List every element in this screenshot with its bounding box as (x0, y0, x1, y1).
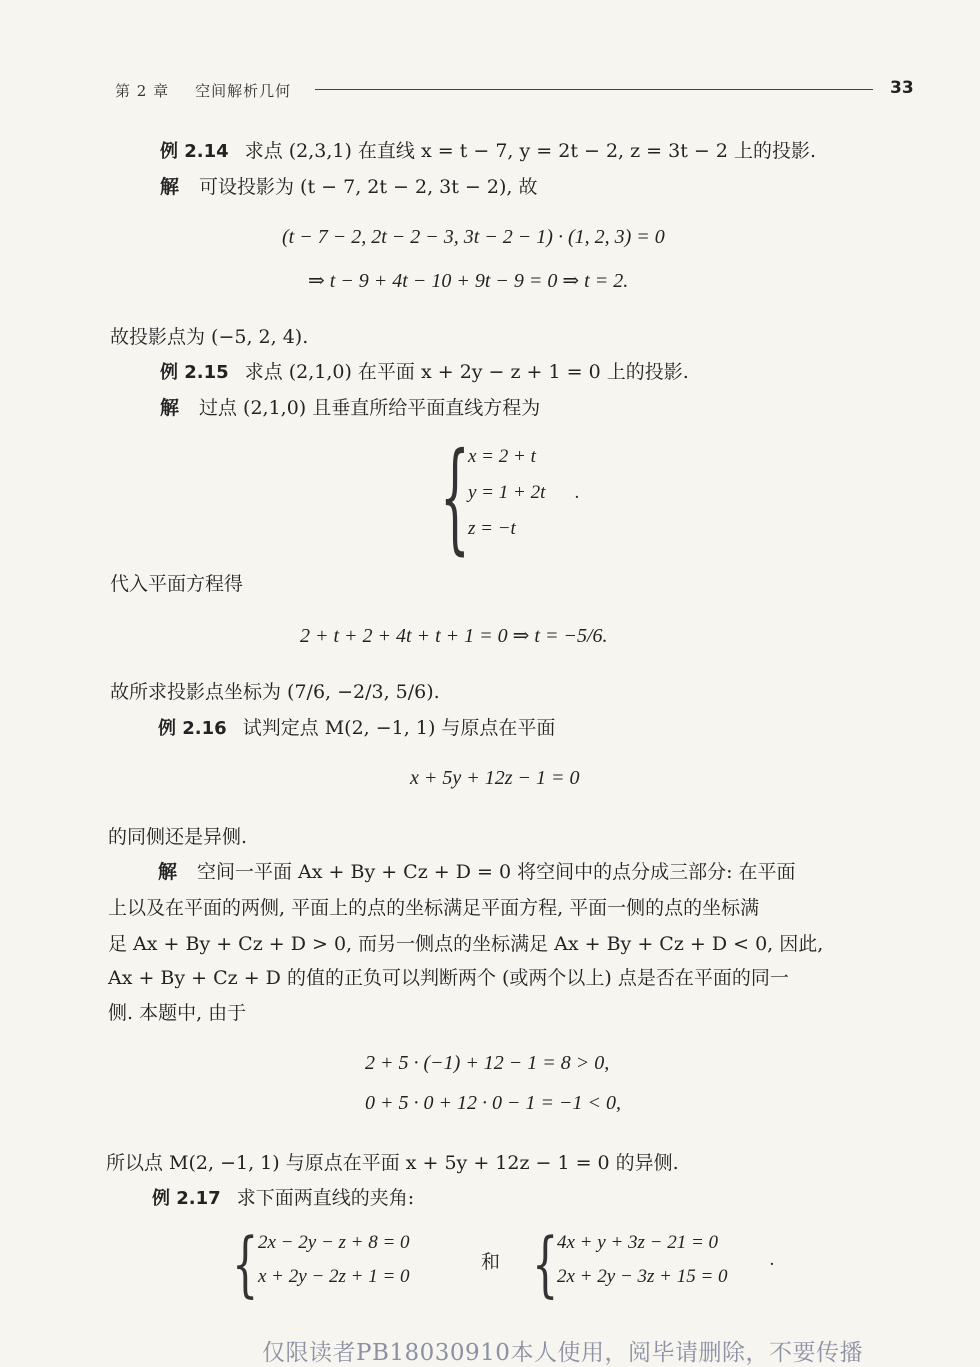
ex14-equation-2: ⇒ t − 9 + 4t − 10 + 9t − 9 = 0 ⇒ t = 2. (308, 270, 629, 292)
ex16-para-2: 上以及在平面的两侧, 平面上的点的坐标满足平面方程, 平面一侧的点的坐标满 (108, 897, 760, 919)
ex16-label: 例 2.16 (158, 718, 227, 739)
chapter-label: 第 2 章 (115, 82, 170, 100)
ex17-brace-2: { (532, 1222, 559, 1306)
ex16-plane-equation: x + 5y + 12z − 1 = 0 (410, 767, 580, 789)
ex15-system-line-2: y = 1 + 2t (468, 482, 546, 503)
ex15-label: 例 2.15 (160, 362, 229, 383)
ex14-text: 求点 (2,3,1) 在直线 x = t − 7, y = 2t − 2, z = 3t − 2 上的投影. (244, 140, 817, 162)
running-header (115, 80, 291, 101)
ex15-sol-text: 过点 (2,1,0) 且垂直所给平面直线方程为 (199, 397, 541, 419)
ex17-label: 例 2.17 (152, 1188, 221, 1209)
ex16-calc-2: 0 + 5 · 0 + 12 · 0 − 1 = −1 < 0, (365, 1092, 621, 1114)
ex15-substitute-text: 代入平面方程得 (110, 573, 244, 595)
ex15-solution (160, 393, 540, 420)
watermark-text: 仅限读者PB18030910本人使用，阅毕请删除，不要传播 (262, 1340, 863, 1366)
ex14-solution (160, 172, 537, 199)
ex16-conclusion: 所以点 M(2, −1, 1) 与原点在平面 x + 5y + 12z − 1 = 0 的异侧. (106, 1152, 679, 1174)
page-number: 33 (890, 78, 914, 98)
ex17-text: 求下面两直线的夹角: (236, 1187, 415, 1209)
ex17-statement (152, 1183, 414, 1210)
ex14-sol-text: 可设投影为 (t − 7, 2t − 2, 3t − 2), 故 (199, 176, 538, 198)
ex16-text: 试判定点 M(2, −1, 1) 与原点在平面 (242, 717, 556, 739)
ex16-statement-end: 的同侧还是异侧. (108, 826, 248, 848)
ex16-sol-label: 解 (158, 861, 178, 883)
ex14-sol-label: 解 (160, 176, 180, 198)
ex17-period: . (770, 1249, 775, 1270)
ex15-sol-label: 解 (160, 397, 180, 419)
ex14-statement (160, 136, 816, 163)
chapter-title: 空间解析几何 (195, 82, 292, 100)
ex16-statement (158, 713, 555, 740)
ex15-equation: 2 + t + 2 + 4t + t + 1 = 0 ⇒ t = −5/6. (300, 625, 608, 647)
ex14-label: 例 2.14 (160, 141, 229, 162)
ex16-para-5: 侧. 本题中, 由于 (108, 1002, 247, 1024)
ex15-system-line-1: x = 2 + t (468, 446, 536, 467)
ex16-para-4: Ax + By + Cz + D 的值的正负可以判断两个 (或两个以上) 点是否在平面的同一 (108, 967, 789, 989)
ex17-line1-eq-a: 2x − 2y − z + 8 = 0 (258, 1232, 410, 1253)
ex14-conclusion: 故投影点为 (−5, 2, 4). (110, 326, 309, 348)
ex15-system-line-3: z = −t (468, 518, 516, 539)
ex14-equation-1: (t − 7 − 2, 2t − 2 − 3, 3t − 2 − 1) · (1, 2, 3) = 0 (282, 226, 665, 248)
ex15-conclusion: 故所求投影点坐标为 (7/6, −2/3, 5/6). (110, 681, 440, 703)
ex17-line2-eq-a: 4x + y + 3z − 21 = 0 (557, 1232, 719, 1253)
ex17-line2-eq-b: 2x + 2y − 3z + 15 = 0 (557, 1266, 728, 1287)
ex15-text: 求点 (2,1,0) 在平面 x + 2y − z + 1 = 0 上的投影. (244, 361, 689, 383)
ex15-system-brace: { (440, 430, 470, 568)
header-rule (315, 89, 873, 90)
ex17-and: 和 (481, 1251, 501, 1273)
ex16-para-3: 足 Ax + By + Cz + D > 0, 而另一侧点的坐标满足 Ax + By + Cz + D < 0, 因此, (108, 933, 824, 955)
ex16-para-1-text: 空间一平面 Ax + By + Cz + D = 0 将空间中的点分成三部分: 在平面 (197, 861, 796, 883)
ex15-system-period: . (575, 482, 580, 503)
ex15-statement (160, 357, 689, 384)
ex16-para-1 (158, 857, 796, 884)
ex17-line1-eq-b: x + 2y − 2z + 1 = 0 (258, 1266, 410, 1287)
ex16-calc-1: 2 + 5 · (−1) + 12 − 1 = 8 > 0, (365, 1052, 610, 1074)
ex17-brace-1: { (232, 1222, 259, 1306)
